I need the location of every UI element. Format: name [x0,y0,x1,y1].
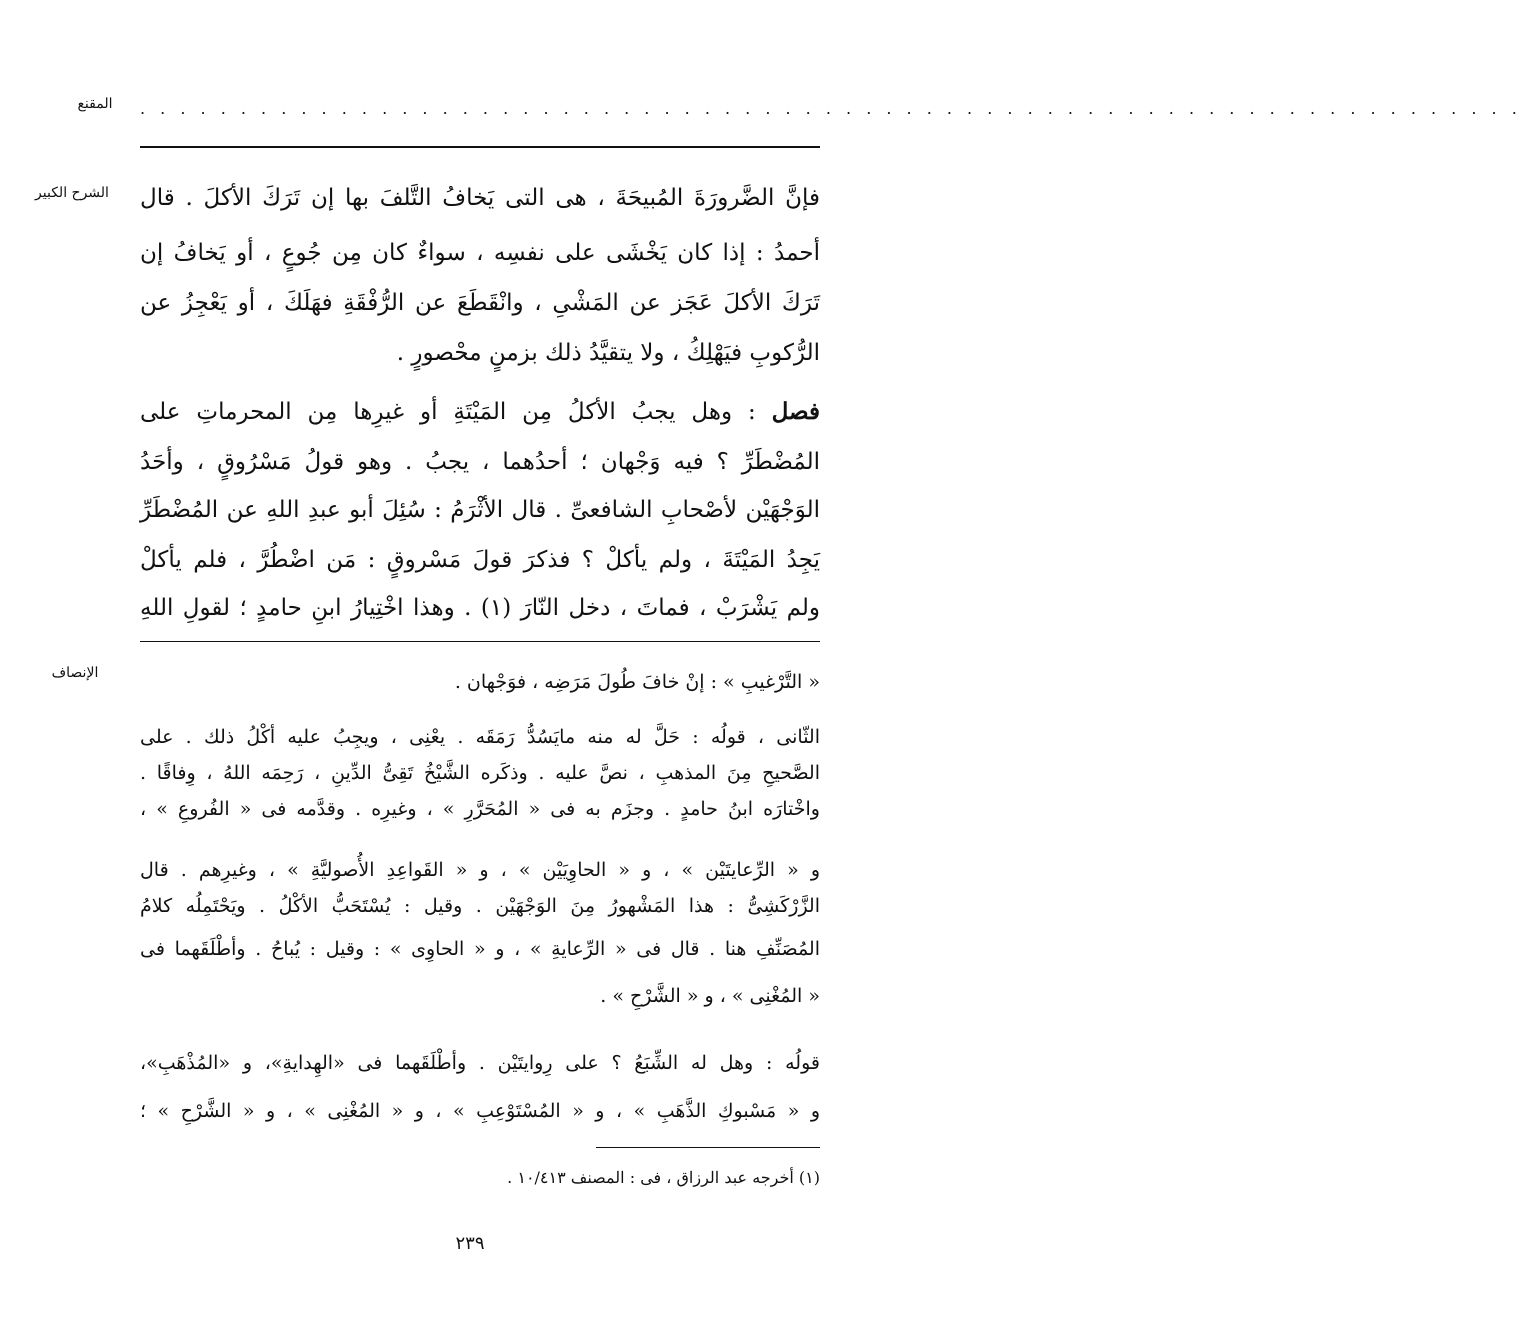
insaf-line: الصَّحيحِ مِنَ المذهبِ ، نصَّ عليه . وذكَره الشَّيْخُ تَقِىُّ الدِّينِ ، رَحِمَه اللهُ ، وِفاقًا . [140,762,820,784]
fasl-first-line [140,392,820,432]
header-dotted-leader: . . . . . . . . . . . . . . . . . . . . . . . . . . . . . . . . . . . . . . . . . . . . . . . . . . . . . . . . . . . . . . . . . . . . . [140,99,1522,118]
page-number: ٢٣٩ [455,1233,485,1254]
insaf-line: « المُغْنِى » ، و « الشَّرْحِ » . [600,985,820,1007]
fasl-first-line-text: : وهل يجبُ الأكلُ مِن المَيْتَةِ أو غيرِها مِن المحرماتِ على [140,399,756,425]
insaf-line: و « مَسْبوكِ الذَّهَبِ » ، و « المُسْتَوْعِبِ » ، و « المُغْنِى » ، و « الشَّرْحِ » ؛ [140,1100,820,1122]
fasl-heading: فصل [771,398,820,425]
footnote-rule [596,1147,820,1148]
sharh-line: أحمدُ : إذا كان يَخْشَى على نفسِه ، سواءٌ كان مِن جُوعٍ ، أو يَخافُ إن [140,240,820,266]
sharh-line: تَرَكَ الأكلَ عَجَز عن المَشْىِ ، وانْقَطَعَ عن الرُّفْقَةِ فهَلَكَ ، أو يَعْجِزُ عن [140,290,820,316]
header-rule [140,146,820,148]
insaf-line: « التَّرْغيبِ » : إنْ خافَ طُولَ مَرَضِه ، فوَجْهان . [454,671,820,693]
sharh-line: فإنَّ الضَّرورَةَ المُبيحَةَ ، هى التى يَخافُ التَّلفَ بها إن تَرَكَ الأكلَ . قال [140,185,820,211]
section-divider [140,641,820,642]
insaf-line: الزَّرْكَشِىُّ : هذا المَشْهورُ مِنَ الوَجْهَيْن . وقيل : يُسْتَحَبُّ الأكْلُ . ويَحْتَمِلُه كلامُ [140,895,820,917]
footnote: (١) أخرجه عبد الرزاق ، فى : المصنف ١٠/٤١٣ . [507,1168,820,1187]
margin-label-insaf: الإنصاف [51,665,99,681]
insaf-line: المُصَنِّفِ هنا . قال فى « الرِّعايةِ » ، و « الحاوِى » : وقيل : يُباحُ . وأطْلَقَهما فى [140,938,820,960]
fasl-line: الوَجْهَيْن لأصْحابِ الشافعىِّ . قال الأثْرَمُ : سُئِلَ أبو عبدِ اللهِ عن المُضْطَرِّ [140,497,820,523]
margin-label-sharh: الشرح الكبير [35,185,109,201]
fasl-line: يَجِدُ المَيْتَةَ ، ولم يأكلْ ؟ فذكرَ قولَ مَسْروقٍ : مَن اضْطُرَّ ، فلم يأكلْ [140,547,820,573]
sharh-line: الرُّكوبِ فيَهْلِكُ ، ولا يتقيَّدُ ذلك بزمنٍ محْصورٍ . [396,340,820,366]
fasl-line: المُضْطَرِّ ؟ فيه وَجْهان ؛ أحدُهما ، يجبُ . وهو قولُ مَسْرُوقٍ ، وأحَدُ [140,449,820,475]
insaf-line: و « الرِّعايتَيْن » ، و « الحاوِيَيْن » ، و « القَواعِدِ الأُصوليَّةِ » ، وغيرِهم . قال [140,859,820,881]
fasl-line: ولم يَشْرَبْ ، فماتَ ، دخل النّارَ (١) . وهذا اخْتِيارُ ابنِ حامدٍ ؛ لقولِ اللهِ [140,595,820,621]
insaf-line: قولُه : وهل له الشِّبَعُ ؟ على رِوايتَيْن . وأطْلَقَهما فى «الهِدايةِ»، و «المُذْهَبِ»، [140,1052,820,1074]
insaf-line: الثّانى ، قولُه : حَلَّ له منه مايَسُدُّ رَمَقَه . يعْنِى ، ويجِبُ عليه أكْلُ ذلك . على [140,726,820,748]
insaf-line: واخْتارَه ابنُ حامدٍ . وجزَم به فى « المُحَرَّرِ » ، وغيرِه . وقدَّمه فى « الفُروعِ » ، [140,798,820,820]
running-header-title: المقنع [77,96,113,112]
